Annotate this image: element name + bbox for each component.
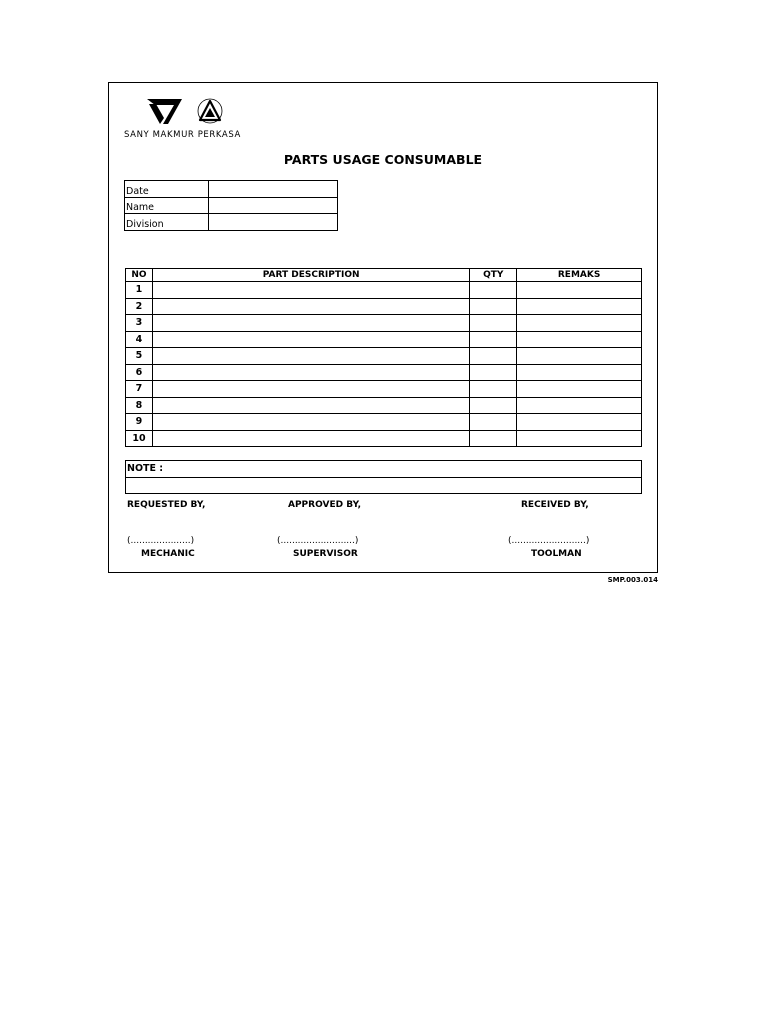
form-title: PARTS USAGE CONSUMABLE [283, 152, 483, 167]
table-row [126, 414, 642, 431]
qty-cell[interactable] [470, 282, 517, 299]
part-description-cell[interactable] [152, 315, 469, 332]
table-row [126, 364, 642, 381]
qty-cell[interactable] [470, 397, 517, 414]
remarks-cell[interactable] [517, 414, 642, 431]
mechanic-signature-line[interactable]: (.....................) [127, 536, 195, 546]
part-description-cell[interactable] [152, 364, 469, 381]
supervisor-signature-line[interactable]: (..........................) [277, 536, 359, 546]
name-field[interactable] [209, 197, 338, 214]
part-description-cell[interactable] [152, 298, 469, 315]
mechanic-role: MECHANIC [141, 549, 195, 559]
table-row [126, 315, 642, 332]
qty-cell[interactable] [470, 331, 517, 348]
remarks-cell[interactable] [517, 381, 642, 398]
header-qty: QTY [470, 269, 517, 282]
part-description-cell[interactable] [152, 397, 469, 414]
remarks-cell[interactable] [517, 397, 642, 414]
info-label: Division [125, 214, 209, 231]
header-part-description: PART DESCRIPTION [152, 269, 469, 282]
part-description-cell[interactable] [152, 331, 469, 348]
row-number: 9 [126, 414, 153, 431]
header-no: NO [126, 269, 153, 282]
note-label-row [126, 461, 642, 478]
qty-cell[interactable] [470, 348, 517, 365]
qty-cell[interactable] [470, 298, 517, 315]
toolman-role: TOOLMAN [531, 549, 582, 559]
qty-cell[interactable] [470, 315, 517, 332]
remarks-cell[interactable] [517, 430, 642, 447]
row-number: 7 [126, 381, 153, 398]
received-by-heading: RECEIVED BY, [521, 500, 589, 510]
requested-by-heading: REQUESTED BY, [127, 500, 206, 510]
date-field[interactable] [209, 181, 338, 198]
qty-cell[interactable] [470, 430, 517, 447]
form-code: SMP.003.014 [607, 576, 658, 584]
header-remarks: REMAKS [517, 269, 642, 282]
remarks-cell[interactable] [517, 282, 642, 299]
part-description-cell[interactable] [152, 381, 469, 398]
info-row-name [125, 197, 338, 214]
table-row [126, 282, 642, 299]
table-row [126, 381, 642, 398]
table-row [126, 348, 642, 365]
remarks-cell[interactable] [517, 364, 642, 381]
remarks-cell[interactable] [517, 348, 642, 365]
info-row-date [125, 181, 338, 198]
qty-cell[interactable] [470, 381, 517, 398]
parts-table [125, 268, 642, 447]
company-name: SANY MAKMUR PERKASA [124, 130, 241, 140]
row-number: 8 [126, 397, 153, 414]
info-label: Name [125, 197, 209, 214]
row-number: 1 [126, 282, 153, 299]
part-description-cell[interactable] [152, 282, 469, 299]
qty-cell[interactable] [470, 364, 517, 381]
info-label: Date [125, 181, 209, 198]
row-number: 6 [126, 364, 153, 381]
note-label: NOTE : [126, 461, 642, 478]
remarks-cell[interactable] [517, 331, 642, 348]
remarks-cell[interactable] [517, 298, 642, 315]
remarks-cell[interactable] [517, 315, 642, 332]
row-number: 4 [126, 331, 153, 348]
info-table [124, 180, 338, 231]
note-field[interactable] [126, 477, 642, 494]
note-table [125, 460, 642, 494]
table-row [126, 298, 642, 315]
note-value-row [126, 477, 642, 494]
parts-header-row [126, 269, 642, 282]
row-number: 5 [126, 348, 153, 365]
info-row-division [125, 214, 338, 231]
qty-cell[interactable] [470, 414, 517, 431]
approved-by-heading: APPROVED BY, [288, 500, 362, 510]
row-number: 10 [126, 430, 153, 447]
part-description-cell[interactable] [152, 430, 469, 447]
toolman-signature-line[interactable]: (..........................) [508, 536, 590, 546]
table-row [126, 397, 642, 414]
division-field[interactable] [209, 214, 338, 231]
table-row [126, 331, 642, 348]
part-description-cell[interactable] [152, 414, 469, 431]
supervisor-role: SUPERVISOR [293, 549, 358, 559]
v-mark-icon [147, 99, 182, 124]
row-number: 2 [126, 298, 153, 315]
part-description-cell[interactable] [152, 348, 469, 365]
row-number: 3 [126, 315, 153, 332]
table-row [126, 430, 642, 447]
triangle-emblem-icon [198, 99, 222, 123]
